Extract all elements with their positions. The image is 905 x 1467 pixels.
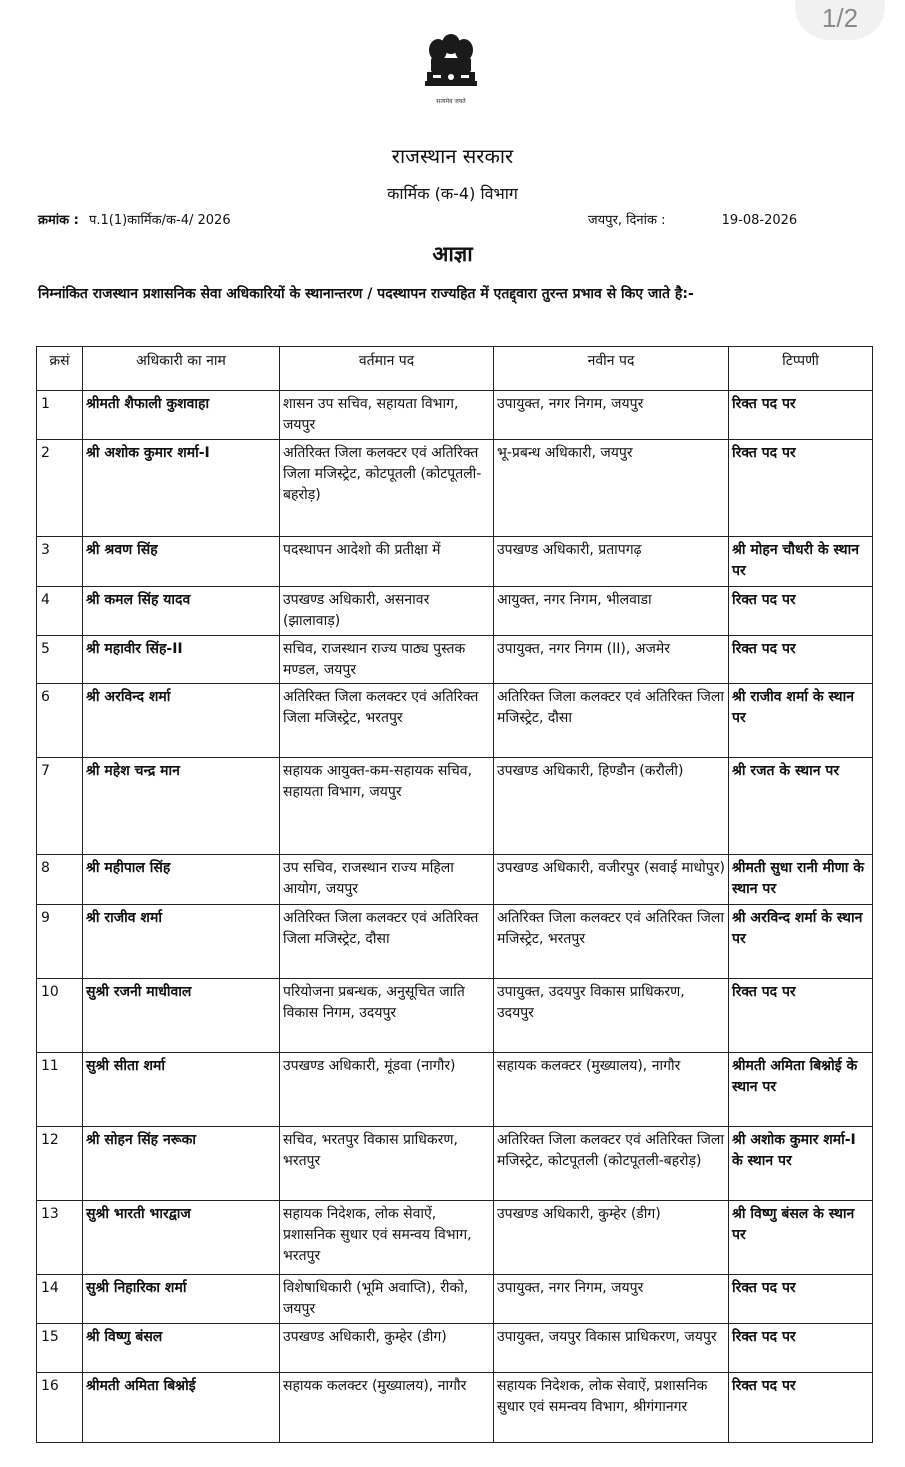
col-header-serial: क्रसं bbox=[37, 347, 83, 391]
government-name: राजस्थान सरकार bbox=[391, 144, 514, 168]
cell-current-post: अतिरिक्त जिला कलक्टर एवं अतिरिक्त जिला मजिस्ट्रेट, दौसा bbox=[280, 905, 494, 979]
col-header-officer-name: अधिकारी का नाम bbox=[83, 347, 280, 391]
date-label: जयपुर, दिनांक : bbox=[588, 213, 666, 228]
cell-new-post: उपखण्ड अधिकारी, हिण्डौन (करौली) bbox=[494, 758, 729, 855]
cell-serial: 15 bbox=[37, 1324, 83, 1373]
cell-current-post: शासन उप सचिव, सहायता विभाग, जयपुर bbox=[280, 391, 494, 440]
cell-serial: 10 bbox=[37, 979, 83, 1053]
cell-current-post: अतिरिक्त जिला कलक्टर एवं अतिरिक्त जिला मजिस्ट्रेट, कोटपूतली (कोटपूतली-बहरोड़) bbox=[280, 440, 494, 537]
cell-remarks: श्रीमती सुधा रानी मीणा के स्थान पर bbox=[729, 855, 873, 905]
cell-officer-name: सुश्री निहारिका शर्मा bbox=[83, 1275, 280, 1324]
cell-officer-name: श्री महावीर सिंह-II bbox=[83, 636, 280, 684]
table-row bbox=[37, 440, 873, 537]
cell-remarks: श्री रजत के स्थान पर bbox=[729, 758, 873, 855]
cell-serial: 4 bbox=[37, 587, 83, 636]
cell-officer-name: श्रीमती शैफाली कुशवाहा bbox=[83, 391, 280, 440]
cell-serial: 8 bbox=[37, 855, 83, 905]
cell-officer-name: श्री कमल सिंह यादव bbox=[83, 587, 280, 636]
cell-new-post: उपखण्ड अधिकारी, कुम्हेर (डीग) bbox=[494, 1201, 729, 1275]
cell-officer-name: श्री राजीव शर्मा bbox=[83, 905, 280, 979]
table-row bbox=[37, 587, 873, 636]
page-indicator: 1/2 bbox=[795, 0, 885, 40]
col-header-remarks: टिप्पणी bbox=[729, 347, 873, 391]
cell-officer-name: श्री महीपाल सिंह bbox=[83, 855, 280, 905]
cell-remarks: रिक्त पद पर bbox=[729, 440, 873, 537]
cell-serial: 13 bbox=[37, 1201, 83, 1275]
table-row bbox=[37, 636, 873, 684]
cell-officer-name: श्रीमती अमिता बिश्नोई bbox=[83, 1373, 280, 1443]
cell-remarks: श्री मोहन चौधरी के स्थान पर bbox=[729, 537, 873, 587]
table-row bbox=[37, 537, 873, 587]
cell-serial: 5 bbox=[37, 636, 83, 684]
reference-number bbox=[38, 210, 231, 228]
cell-serial: 14 bbox=[37, 1275, 83, 1324]
cell-remarks: रिक्त पद पर bbox=[729, 979, 873, 1053]
col-header-current-post: वर्तमान पद bbox=[280, 347, 494, 391]
table-row bbox=[37, 855, 873, 905]
cell-current-post: सहायक कलक्टर (मुख्यालय), नागौर bbox=[280, 1373, 494, 1443]
cell-current-post: परियोजना प्रबन्धक, अनुसूचित जाति विकास निगम, उदयपुर bbox=[280, 979, 494, 1053]
cell-serial: 6 bbox=[37, 684, 83, 758]
cell-new-post: उपखण्ड अधिकारी, प्रतापगढ़ bbox=[494, 537, 729, 587]
cell-current-post: सहायक निदेशक, लोक सेवाऐं, प्रशासनिक सुधार एवं समन्वय विभाग, भरतपुर bbox=[280, 1201, 494, 1275]
cell-serial: 11 bbox=[37, 1053, 83, 1127]
cell-remarks: रिक्त पद पर bbox=[729, 1324, 873, 1373]
cell-new-post: उपायुक्त, उदयपुर विकास प्राधिकरण, उदयपुर bbox=[494, 979, 729, 1053]
cell-remarks: श्री राजीव शर्मा के स्थान पर bbox=[729, 684, 873, 758]
cell-current-post: सहायक आयुक्त-कम-सहायक सचिव, सहायता विभाग, जयपुर bbox=[280, 758, 494, 855]
table-row bbox=[37, 979, 873, 1053]
cell-serial: 12 bbox=[37, 1127, 83, 1201]
table-row bbox=[37, 684, 873, 758]
cell-remarks: श्री अरविन्द शर्मा के स्थान पर bbox=[729, 905, 873, 979]
cell-remarks: श्रीमती अमिता बिश्नोई के स्थान पर bbox=[729, 1053, 873, 1127]
cell-new-post: भू-प्रबन्ध अधिकारी, जयपुर bbox=[494, 440, 729, 537]
cell-officer-name: सुश्री रजनी माधीवाल bbox=[83, 979, 280, 1053]
cell-new-post: सहायक निदेशक, लोक सेवाऐं, प्रशासनिक सुधार एवं समन्वय विभाग, श्रीगंगानगर bbox=[494, 1373, 729, 1443]
cell-serial: 1 bbox=[37, 391, 83, 440]
cell-officer-name: श्री महेश चन्द्र मान bbox=[83, 758, 280, 855]
table-row bbox=[37, 1053, 873, 1127]
date-line bbox=[588, 210, 797, 228]
cell-new-post: उपायुक्त, नगर निगम, जयपुर bbox=[494, 1275, 729, 1324]
table-row bbox=[37, 391, 873, 440]
table-row bbox=[37, 1324, 873, 1373]
cell-new-post: उपायुक्त, नगर निगम, जयपुर bbox=[494, 391, 729, 440]
cell-current-post: अतिरिक्त जिला कलक्टर एवं अतिरिक्त जिला मजिस्ट्रेट, भरतपुर bbox=[280, 684, 494, 758]
cell-new-post: अतिरिक्त जिला कलक्टर एवं अतिरिक्त जिला मजिस्ट्रेट, दौसा bbox=[494, 684, 729, 758]
date-value: 19-08-2026 bbox=[721, 213, 798, 228]
cell-new-post: उपायुक्त, नगर निगम (II), अजमेर bbox=[494, 636, 729, 684]
cell-remarks: रिक्त पद पर bbox=[729, 636, 873, 684]
table-row bbox=[37, 1127, 873, 1201]
table-row bbox=[37, 1373, 873, 1443]
cell-officer-name: सुश्री सीता शर्मा bbox=[83, 1053, 280, 1127]
cell-new-post: उपखण्ड अधिकारी, वजीरपुर (सवाई माधोपुर) bbox=[494, 855, 729, 905]
cell-current-post: सचिव, राजस्थान राज्य पाठ्य पुस्तक मण्डल, जयपुर bbox=[280, 636, 494, 684]
cell-current-post: सचिव, भरतपुर विकास प्राधिकरण, भरतपुर bbox=[280, 1127, 494, 1201]
cell-serial: 7 bbox=[37, 758, 83, 855]
table-row bbox=[37, 1275, 873, 1324]
reference-value: प.1(1)कार्मिक/क-4/ 2026 bbox=[88, 213, 231, 228]
cell-remarks: रिक्त पद पर bbox=[729, 587, 873, 636]
cell-remarks: श्री विष्णु बंसल के स्थान पर bbox=[729, 1201, 873, 1275]
cell-officer-name: श्री विष्णु बंसल bbox=[83, 1324, 280, 1373]
cell-new-post: उपायुक्त, जयपुर विकास प्राधिकरण, जयपुर bbox=[494, 1324, 729, 1373]
cell-officer-name: श्री श्रवण सिंह bbox=[83, 537, 280, 587]
cell-remarks: रिक्त पद पर bbox=[729, 1373, 873, 1443]
cell-remarks: रिक्त पद पर bbox=[729, 391, 873, 440]
cell-new-post: अतिरिक्त जिला कलक्टर एवं अतिरिक्त जिला मजिस्ट्रेट, भरतपुर bbox=[494, 905, 729, 979]
emblem-motto: सत्यमेव जयते bbox=[436, 98, 466, 105]
cell-remarks: रिक्त पद पर bbox=[729, 1275, 873, 1324]
cell-current-post: विशेषाधिकारी (भूमि अवाप्ति), रीको, जयपुर bbox=[280, 1275, 494, 1324]
cell-serial: 2 bbox=[37, 440, 83, 537]
cell-new-post: अतिरिक्त जिला कलक्टर एवं अतिरिक्त जिला मजिस्ट्रेट, कोटपूतली (कोटपूतली-बहरोड़) bbox=[494, 1127, 729, 1201]
department-name: कार्मिक (क-4) विभाग bbox=[387, 184, 518, 203]
cell-new-post: सहायक कलक्टर (मुख्यालय), नागौर bbox=[494, 1053, 729, 1127]
cell-serial: 9 bbox=[37, 905, 83, 979]
cell-officer-name: श्री अरविन्द शर्मा bbox=[83, 684, 280, 758]
cell-officer-name: सुश्री भारती भारद्वाज bbox=[83, 1201, 280, 1275]
table-row bbox=[37, 758, 873, 855]
cell-current-post: पदस्थापन आदेशो की प्रतीक्षा में bbox=[280, 537, 494, 587]
cell-officer-name: श्री अशोक कुमार शर्मा-I bbox=[83, 440, 280, 537]
cell-serial: 16 bbox=[37, 1373, 83, 1443]
table-row bbox=[37, 905, 873, 979]
cell-current-post: उपखण्ड अधिकारी, मूंडवा (नागौर) bbox=[280, 1053, 494, 1127]
cell-remarks: श्री अशोक कुमार शर्मा-I के स्थान पर bbox=[729, 1127, 873, 1201]
order-title: आज्ञा bbox=[432, 242, 473, 266]
table-header-row bbox=[37, 347, 873, 391]
transfer-table bbox=[36, 346, 873, 1443]
cell-officer-name: श्री सोहन सिंह नरूका bbox=[83, 1127, 280, 1201]
cell-current-post: उपखण्ड अधिकारी, असनावर (झालावाड़) bbox=[280, 587, 494, 636]
cell-serial: 3 bbox=[37, 537, 83, 587]
intro-paragraph: निम्नांकित राजस्थान प्रशासनिक सेवा अधिकारियों के स्थानान्तरण / पदस्थापन राज्यहित में एतद्द्वारा तुरन्त प्रभाव से किए जाते है:- bbox=[38, 286, 694, 302]
cell-new-post: आयुक्त, नगर निगम, भीलवाडा bbox=[494, 587, 729, 636]
cell-current-post: उपखण्ड अधिकारी, कुम्हेर (डीग) bbox=[280, 1324, 494, 1373]
table-row bbox=[37, 1201, 873, 1275]
reference-label: क्रमांक : bbox=[38, 213, 79, 228]
col-header-new-post: नवीन पद bbox=[494, 347, 729, 391]
cell-current-post: उप सचिव, राजस्थान राज्य महिला आयोग, जयपुर bbox=[280, 855, 494, 905]
